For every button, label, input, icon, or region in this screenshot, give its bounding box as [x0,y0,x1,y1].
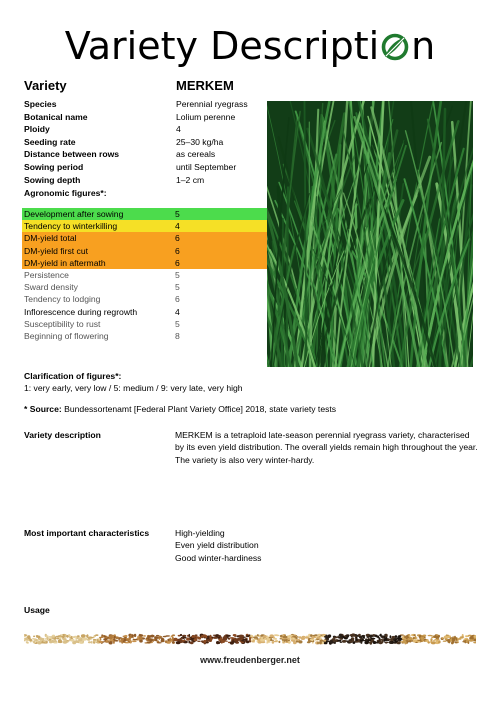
agronomic-value: 5 [175,282,180,293]
agronomic-row [22,281,267,293]
agronomic-value: 4 [175,306,180,317]
website-link[interactable]: www.freudenberger.net [200,655,300,665]
agronomic-row [22,330,267,342]
variety-description-label: Variety description [24,430,101,440]
spec-row [24,98,264,111]
agronomic-label: Persistence [24,269,69,280]
agronomic-label: Beginning of flowering [24,330,109,341]
agronomic-label: Tendency to winterkilling [24,221,118,232]
spec-label: Botanical name [24,111,88,122]
source-text: Bundessortenamt [Federal Plant Variety Office] 2018, state variety tests [61,404,337,414]
spec-label: Ploidy [24,124,50,135]
characteristic-item: Even yield distribution [175,540,259,551]
spec-row [24,136,264,149]
agronomic-row [22,220,267,232]
agronomic-label: Sward density [24,282,78,293]
agronomic-row [22,245,267,257]
spec-value: Lolium perenne [176,111,236,122]
agronomic-value: 6 [175,233,180,244]
grass-image [267,101,473,367]
agronomic-title: Agronomic figures*: [24,188,107,198]
seed-strip-decoration [24,632,476,646]
agronomic-label: DM-yield total [24,233,77,244]
characteristic-item: High-yielding [175,528,225,538]
characteristics-label: Most important characteristics [24,528,150,538]
characteristic-item: Good winter-hardiness [175,552,262,563]
agronomic-value: 8 [175,330,180,341]
source-label: * Source: [24,404,62,414]
specs-table [24,98,264,186]
characteristics-list [175,527,435,564]
spec-row [24,174,264,187]
agronomic-label: Inflorescence during regrowth [24,306,138,317]
spec-value: Perennial ryegrass [176,99,248,109]
agronomic-value: 6 [175,294,180,305]
spec-label: Species [24,99,57,109]
spec-label: Distance between rows [24,149,120,160]
spec-value: 25–30 kg/ha [176,136,224,147]
agronomic-value: 4 [175,221,180,232]
spec-value: 1–2 cm [176,174,205,185]
agronomic-table [22,208,267,342]
agronomic-value: 5 [175,209,180,219]
spec-value: as cereals [176,149,216,160]
spec-label: Seeding rate [24,136,76,147]
spec-row [24,111,264,124]
agronomic-row [22,318,267,330]
agronomic-label: Development after sowing [24,209,124,219]
usage-label: Usage [24,605,50,615]
spec-label: Sowing depth [24,174,81,185]
agronomic-row [22,232,267,244]
agronomic-label: Susceptibility to rust [24,318,101,329]
agronomic-label: DM-yield first cut [24,245,88,256]
agronomic-value: 6 [175,257,180,268]
clarification-text: 1: very early, very low / 5: medium / 9: very late, very high [24,383,243,394]
spec-value: until September [176,161,237,172]
clarification [24,370,484,395]
spec-label: Sowing period [24,161,84,172]
ryegrass-photo [267,101,473,367]
agronomic-label: Tendency to lodging [24,294,101,305]
spec-row [24,123,264,136]
agronomic-row [22,208,267,220]
agronomic-row [22,257,267,269]
clarification-title: Clarification of figures*: [24,371,122,381]
variety-label: Variety [24,78,67,93]
leaf-logo-icon [380,32,410,62]
variety-name: MERKEM [176,78,234,93]
agronomic-row [22,269,267,281]
spec-row [24,148,264,161]
source-note [24,403,484,415]
variety-description-text: MERKEM is a tetraploid late-season perennial ryegrass variety, characterised by its even yield distribution. The overall yields remain high throughout the year. The variety is also very winter-hardy. [175,430,478,465]
page-title: Variety Descripti n [64,24,436,68]
agronomic-label: DM-yield in aftermath [24,257,106,268]
agronomic-row [22,293,267,305]
spec-row [24,161,264,174]
agronomic-value: 5 [175,269,180,280]
page-header [0,22,500,70]
agronomic-row [22,306,267,318]
agronomic-value: 5 [175,318,180,329]
spec-value: 4 [176,124,181,135]
agronomic-value: 6 [175,245,180,256]
